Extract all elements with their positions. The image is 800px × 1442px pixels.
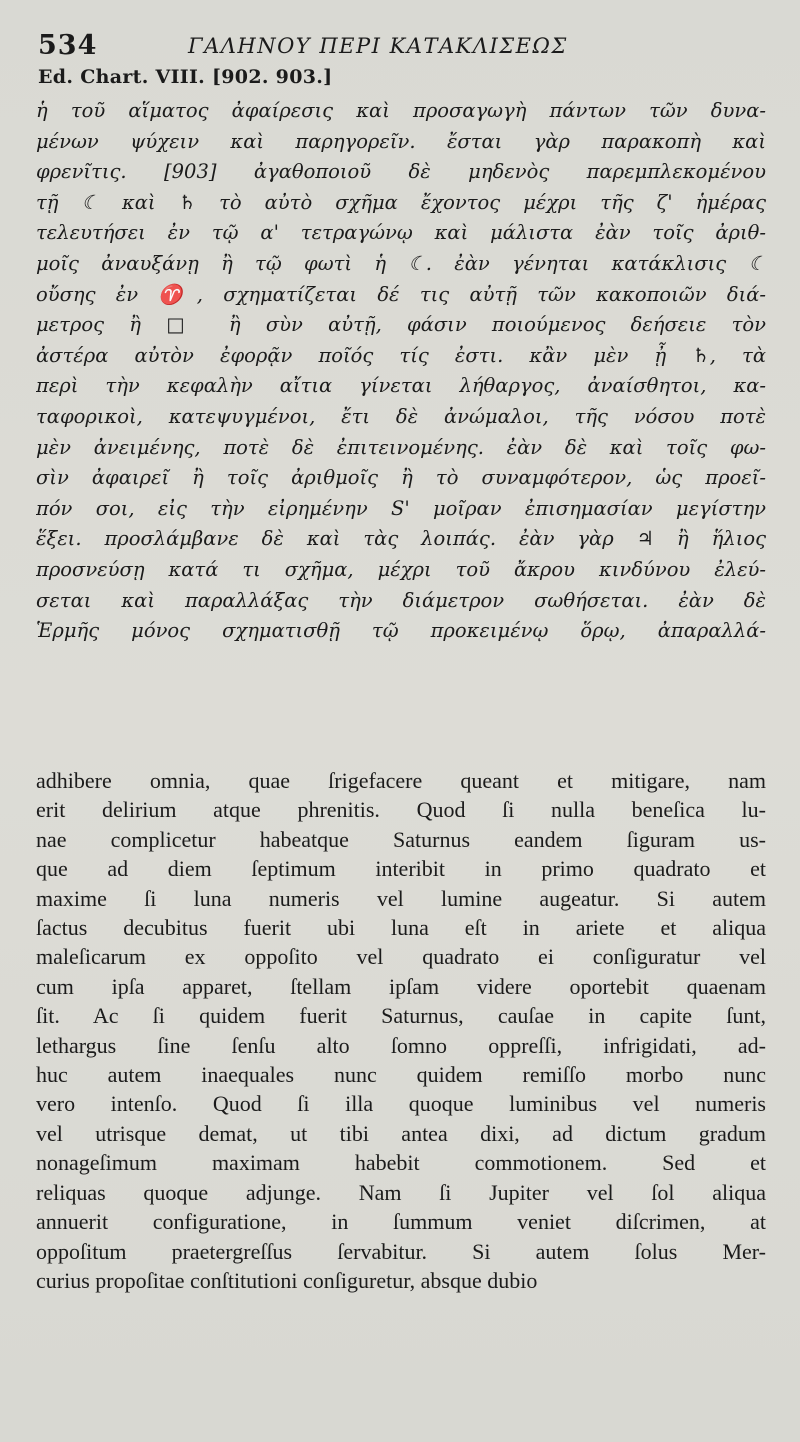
greek-text-block: [36, 96, 766, 647]
greek-line: σὶν ἀφαιρεῖ ἢ τοῖς ἀριθμοῖς ἢ τὸ συναμφότερον, ὡς προεῖ-: [36, 466, 766, 490]
greek-line: τελευτήσει ἐν τῷ α' τετραγώνῳ καὶ μάλιστα ἐὰν τοῖς ἀριθ-: [36, 221, 766, 245]
latin-line: maleſicarum ex oppoſito vel quadrato ei conſiguratur vel: [36, 944, 766, 970]
greek-line: μὲν ἀνειμένης, ποτὲ δὲ ἐπιτεινομένης. ἐὰν δὲ καὶ τοῖς φω-: [36, 435, 766, 459]
greek-line: ἕξει. προσλάμβανε δὲ καὶ τὰς λοιπάς. ἐὰν γὰρ ♃ ἢ ἥλιος: [36, 527, 766, 551]
latin-line: ſactus decubitus fuerit ubi luna eſt in ariete et aliqua: [36, 915, 766, 941]
latin-line: vel utrisque demat, ut tibi antea dixi, ad dictum gradum: [36, 1120, 766, 1146]
latin-line: ſit. Ac ſi quidem fuerit Saturnus, cauſae in capite ſunt,: [36, 1003, 766, 1029]
greek-line: ἀστέρα αὐτὸν ἐφορᾷν ποῖός τίς ἐστι. κἂν μὲν ᾖ ♄, τὰ: [36, 343, 766, 367]
latin-line: oppoſitum praetergreſſus ſervabitur. Si autem ſolus Mer-: [36, 1238, 766, 1264]
latin-line: maxime ſi luna numeris vel lumine augeatur. Si autem: [36, 885, 766, 911]
greek-line: φρενῖτις. [903] ἀγαθοποιοῦ δὲ μηδενὸς παρεμπλεκομένου: [36, 160, 766, 184]
running-head: [38, 30, 768, 64]
latin-line: nonageſimum maximam habebit commotionem. Sed et: [36, 1150, 766, 1176]
greek-line: σεται καὶ παραλλάξας τὴν διάμετρον σωθήσεται. ἐὰν δὲ: [36, 588, 766, 612]
greek-line: μοῖς ἀναυξάνῃ ἢ τῷ φωτὶ ἡ ☾. ἐὰν γένηται κατάκλισις ☾: [36, 251, 766, 275]
latin-line: curius propoſitae conſtitutioni conſiguretur, absque dubio: [36, 1267, 538, 1293]
greek-line: ταφορικοὶ, κατεψυγμένοι, ἔτι δὲ ἀνώμαλοι, τῆς νόσου ποτὲ: [36, 404, 766, 428]
latin-line: erit delirium atque phrenitis. Quod ſi nulla beneſica lu-: [36, 797, 766, 823]
running-title: ΓΑΛΗΝΟΥ ΠΕΡΙ ΚΑΤΑΚΛΙΣΕΩΣ: [188, 34, 568, 58]
greek-line: οὔσης ἐν ♈, σχηματίζεται δέ τις αὐτῇ τῶν κακοποιῶν διά-: [36, 282, 766, 306]
latin-line: adhibere omnia, quae ſrigefacere queant et mitigare, nam: [36, 768, 766, 793]
latin-line: cum ipſa apparet, ſtellam ipſam videre oportebit quaenam: [36, 973, 766, 999]
greek-line: ἡ τοῦ αἵματος ἀφαίρεσις καὶ προσαγωγὴ πάντων τῶν δυνα-: [36, 99, 766, 122]
latin-line: huc autem inaequales nunc quidem remiſſo morbo nunc: [36, 1062, 766, 1088]
greek-line: Ἑρμῆς μόνος σχηματισθῇ τῷ προκειμένῳ ὅρῳ, ἀπαραλλά-: [36, 619, 766, 643]
latin-line: vero intenſo. Quod ſi illa quoque luminibus vel numeris: [36, 1091, 766, 1117]
greek-line: περὶ τὴν κεφαλὴν αἴτια γίνεται λήθαργος, ἀναίσθητοι, κα-: [36, 374, 766, 398]
latin-text-block: [36, 766, 766, 1295]
latin-line: reliquas quoque adjunge. Nam ſi Jupiter vel ſol aliqua: [36, 1179, 766, 1205]
greek-line: τῇ ☾ καὶ ♄ τὸ αὐτὸ σχῆμα ἔχοντος μέχρι τῆς ζ' ἡμέρας: [36, 190, 766, 214]
latin-line: nae complicetur habeatque Saturnus eandem ſiguram us-: [36, 826, 766, 852]
greek-line: πόν σοι, εἰς τὴν εἰρημένην S' μοῖραν ἐπισημασίαν μεγίστην: [36, 496, 766, 520]
greek-line: μετρος ἢ □ ἢ σὺν αὐτῇ, φάσιν ποιούμενος δεήσειε τὸν: [36, 313, 766, 337]
latin-line: que ad diem ſeptimum interibit in primo quadrato et: [36, 856, 766, 882]
latin-line: lethargus ſine ſenſu alto ſomno oppreſſi, infrigidati, ad-: [36, 1032, 766, 1058]
greek-line: μένων ψύχειν καὶ παρηγορεῖν. ἔσται γὰρ παρακοπὴ καὶ: [36, 129, 766, 153]
latin-line: annuerit configuratione, in ſummum veniet diſcrimen, at: [36, 1209, 766, 1235]
page-number: 534: [38, 30, 98, 61]
greek-line: προσνεύσῃ κατά τι σχῆμα, μέχρι τοῦ ἄκρου κινδύνου ἐλεύ-: [36, 557, 766, 581]
edition-reference: Ed. Chart. VIII. [902. 903.]: [38, 66, 333, 88]
